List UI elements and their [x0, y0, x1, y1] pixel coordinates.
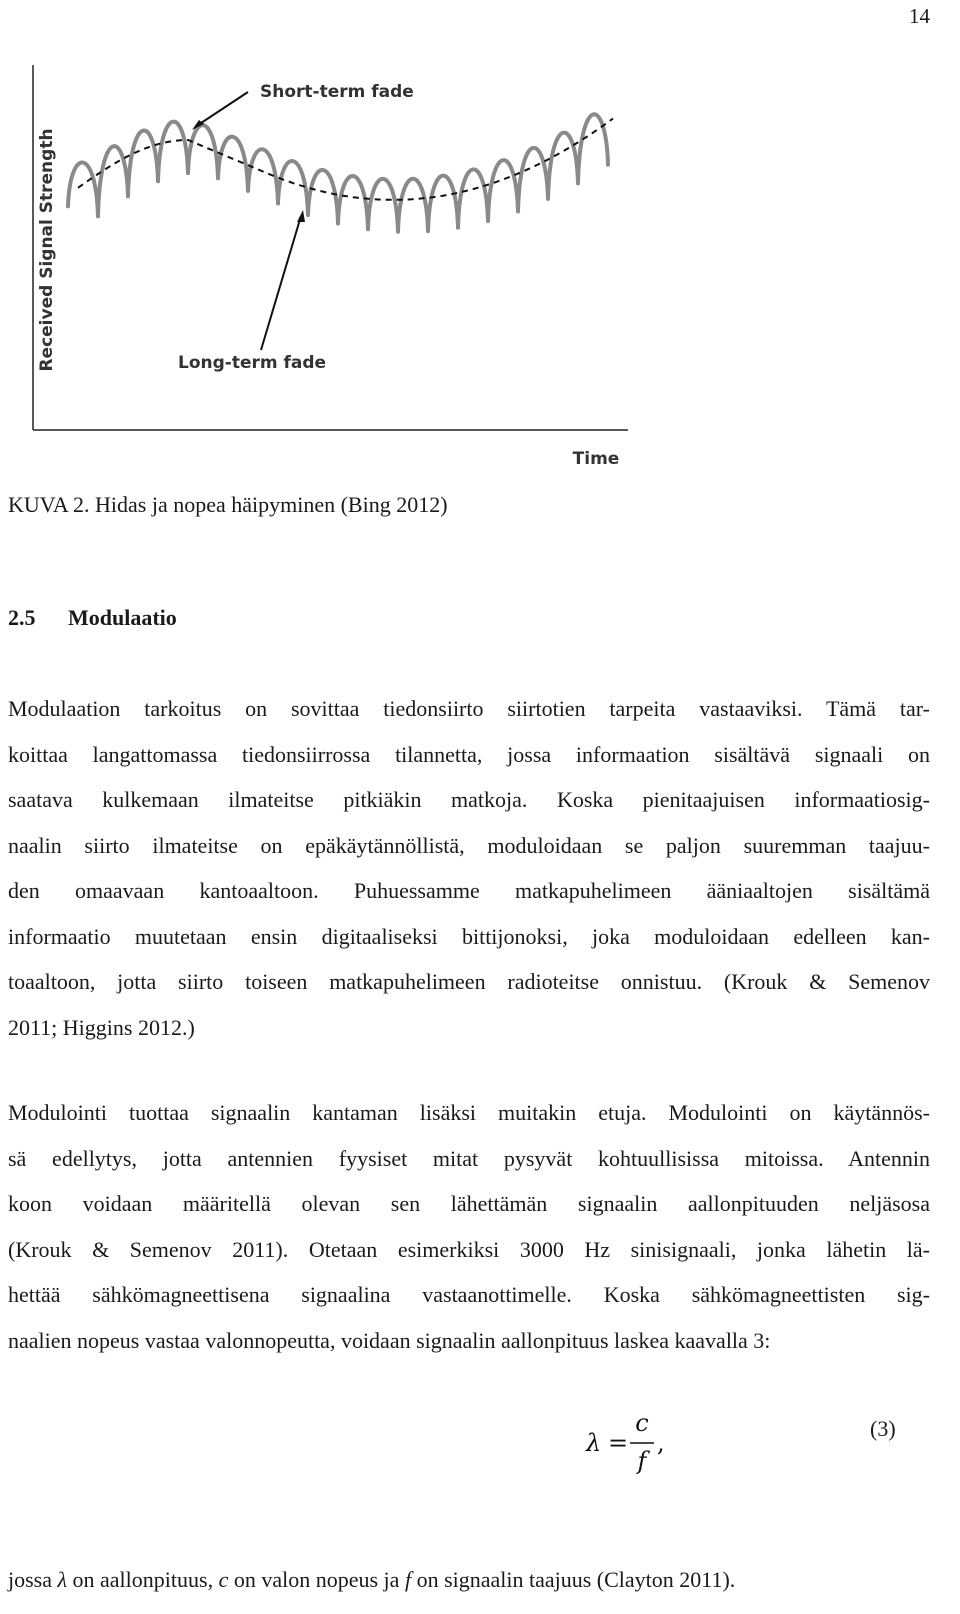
section-heading — [8, 605, 177, 631]
paragraph-line: hettää sähkömagneettisena signaalina vastaanottimelle. Koska sähkömagneettisten sig- — [8, 1282, 930, 1307]
paragraph-line: koon voidaan määritellä olevan sen lähettämän signaalin aallonpituuden neljäsosa — [8, 1191, 930, 1216]
section-title: Modulaatio — [68, 605, 177, 630]
paragraph-line: naalin siirto ilmateitse on epäkäytännöllistä, moduloidaan se paljon suuremman taajuu- — [8, 832, 930, 858]
paragraph-line: Modulointi tuottaa signaalin kantaman lisäksi muitakin etuja. Modulointi on käytännös- — [8, 1100, 930, 1125]
x-axis-label: Time — [572, 449, 620, 469]
symbol-lambda: λ — [57, 1567, 68, 1592]
paragraph-line: saatava kulkemaan ilmateitse pitkiäkin matkoja. Koska pienitaajuisen informaatiosig- — [8, 787, 930, 812]
final-text-3: on valon nopeus ja — [228, 1567, 405, 1592]
figure-caption: KUVA 2. Hidas ja nopea häipyminen (Bing 2012) — [8, 492, 448, 517]
fading-diagram-svg — [8, 50, 648, 480]
short-term-arrow — [198, 92, 248, 125]
paragraph-line: (Krouk & Semenov 2011). Otetaan esimerkiksi 3000 Hz sinisignaali, jonka lähetin lä- — [8, 1236, 930, 1262]
paragraph-line: sä edellytys, jotta antennien fyysiset mitat pysyvät kohtuullisissa mitoissa. Antennin — [8, 1145, 930, 1171]
paragraph-line: den omaavaan kantoaaltoon. Puhuessamme matkapuhelimeen ääniaaltojen sisältämä — [8, 878, 930, 903]
y-axis-label: Received Signal Strength — [37, 128, 57, 372]
paragraph-line: naalien nopeus vastaa valonnopeutta, voidaan signaalin aallonpituus laskea kaavalla 3: — [8, 1327, 771, 1353]
long-term-label: Long-term fade — [178, 353, 327, 373]
paragraph-line: 2011; Higgins 2012.) — [8, 1014, 195, 1040]
paragraph-2 — [8, 1090, 930, 1363]
wavelength-equation — [580, 1405, 700, 1485]
equation-denominator: f — [637, 1447, 647, 1475]
long-term-arrowhead — [297, 210, 305, 222]
signal-fading-figure — [8, 50, 648, 480]
equation-lambda: λ — [586, 1429, 602, 1457]
paragraph-line: informaatio muutetaan ensin digitaaliseksi bittijonoksi, joka moduloidaan edelleen kan- — [8, 923, 930, 949]
symbol-f: f — [404, 1567, 412, 1592]
equation-comma: , — [657, 1429, 665, 1457]
section-number: 2.5 — [8, 605, 36, 630]
paragraph-line: toaaltoon, jotta siirto toiseen matkapuhelimeen radioteitse onnistuu. (Krouk & Semenov — [8, 969, 930, 994]
final-line — [8, 1567, 735, 1593]
equation-svg — [580, 1405, 700, 1485]
equation-equals: = — [608, 1429, 629, 1457]
short-term-label: Short-term fade — [260, 82, 414, 102]
final-text-1: jossa — [8, 1567, 58, 1592]
symbol-c: c — [218, 1567, 229, 1592]
page-number: 14 — [909, 4, 930, 28]
long-term-arrow — [261, 216, 301, 350]
final-text-2: on aallonpituus, — [67, 1567, 219, 1592]
equation-numerator: c — [635, 1409, 649, 1437]
paragraph-line: koittaa langattomassa tiedonsiirrossa tilannetta, jossa informaation sisältävä signaali on — [8, 741, 930, 767]
final-text-4: on signaalin taajuus (Clayton 2011). — [411, 1567, 736, 1592]
equation-number: (3) — [870, 1416, 896, 1441]
paragraph-line: Modulaation tarkoitus on sovittaa tiedonsiirto siirtotien tarpeita vastaaviksi. Tämä tar- — [8, 696, 930, 721]
paragraph-1 — [8, 686, 930, 1050]
short-term-fade-curve — [68, 114, 608, 231]
